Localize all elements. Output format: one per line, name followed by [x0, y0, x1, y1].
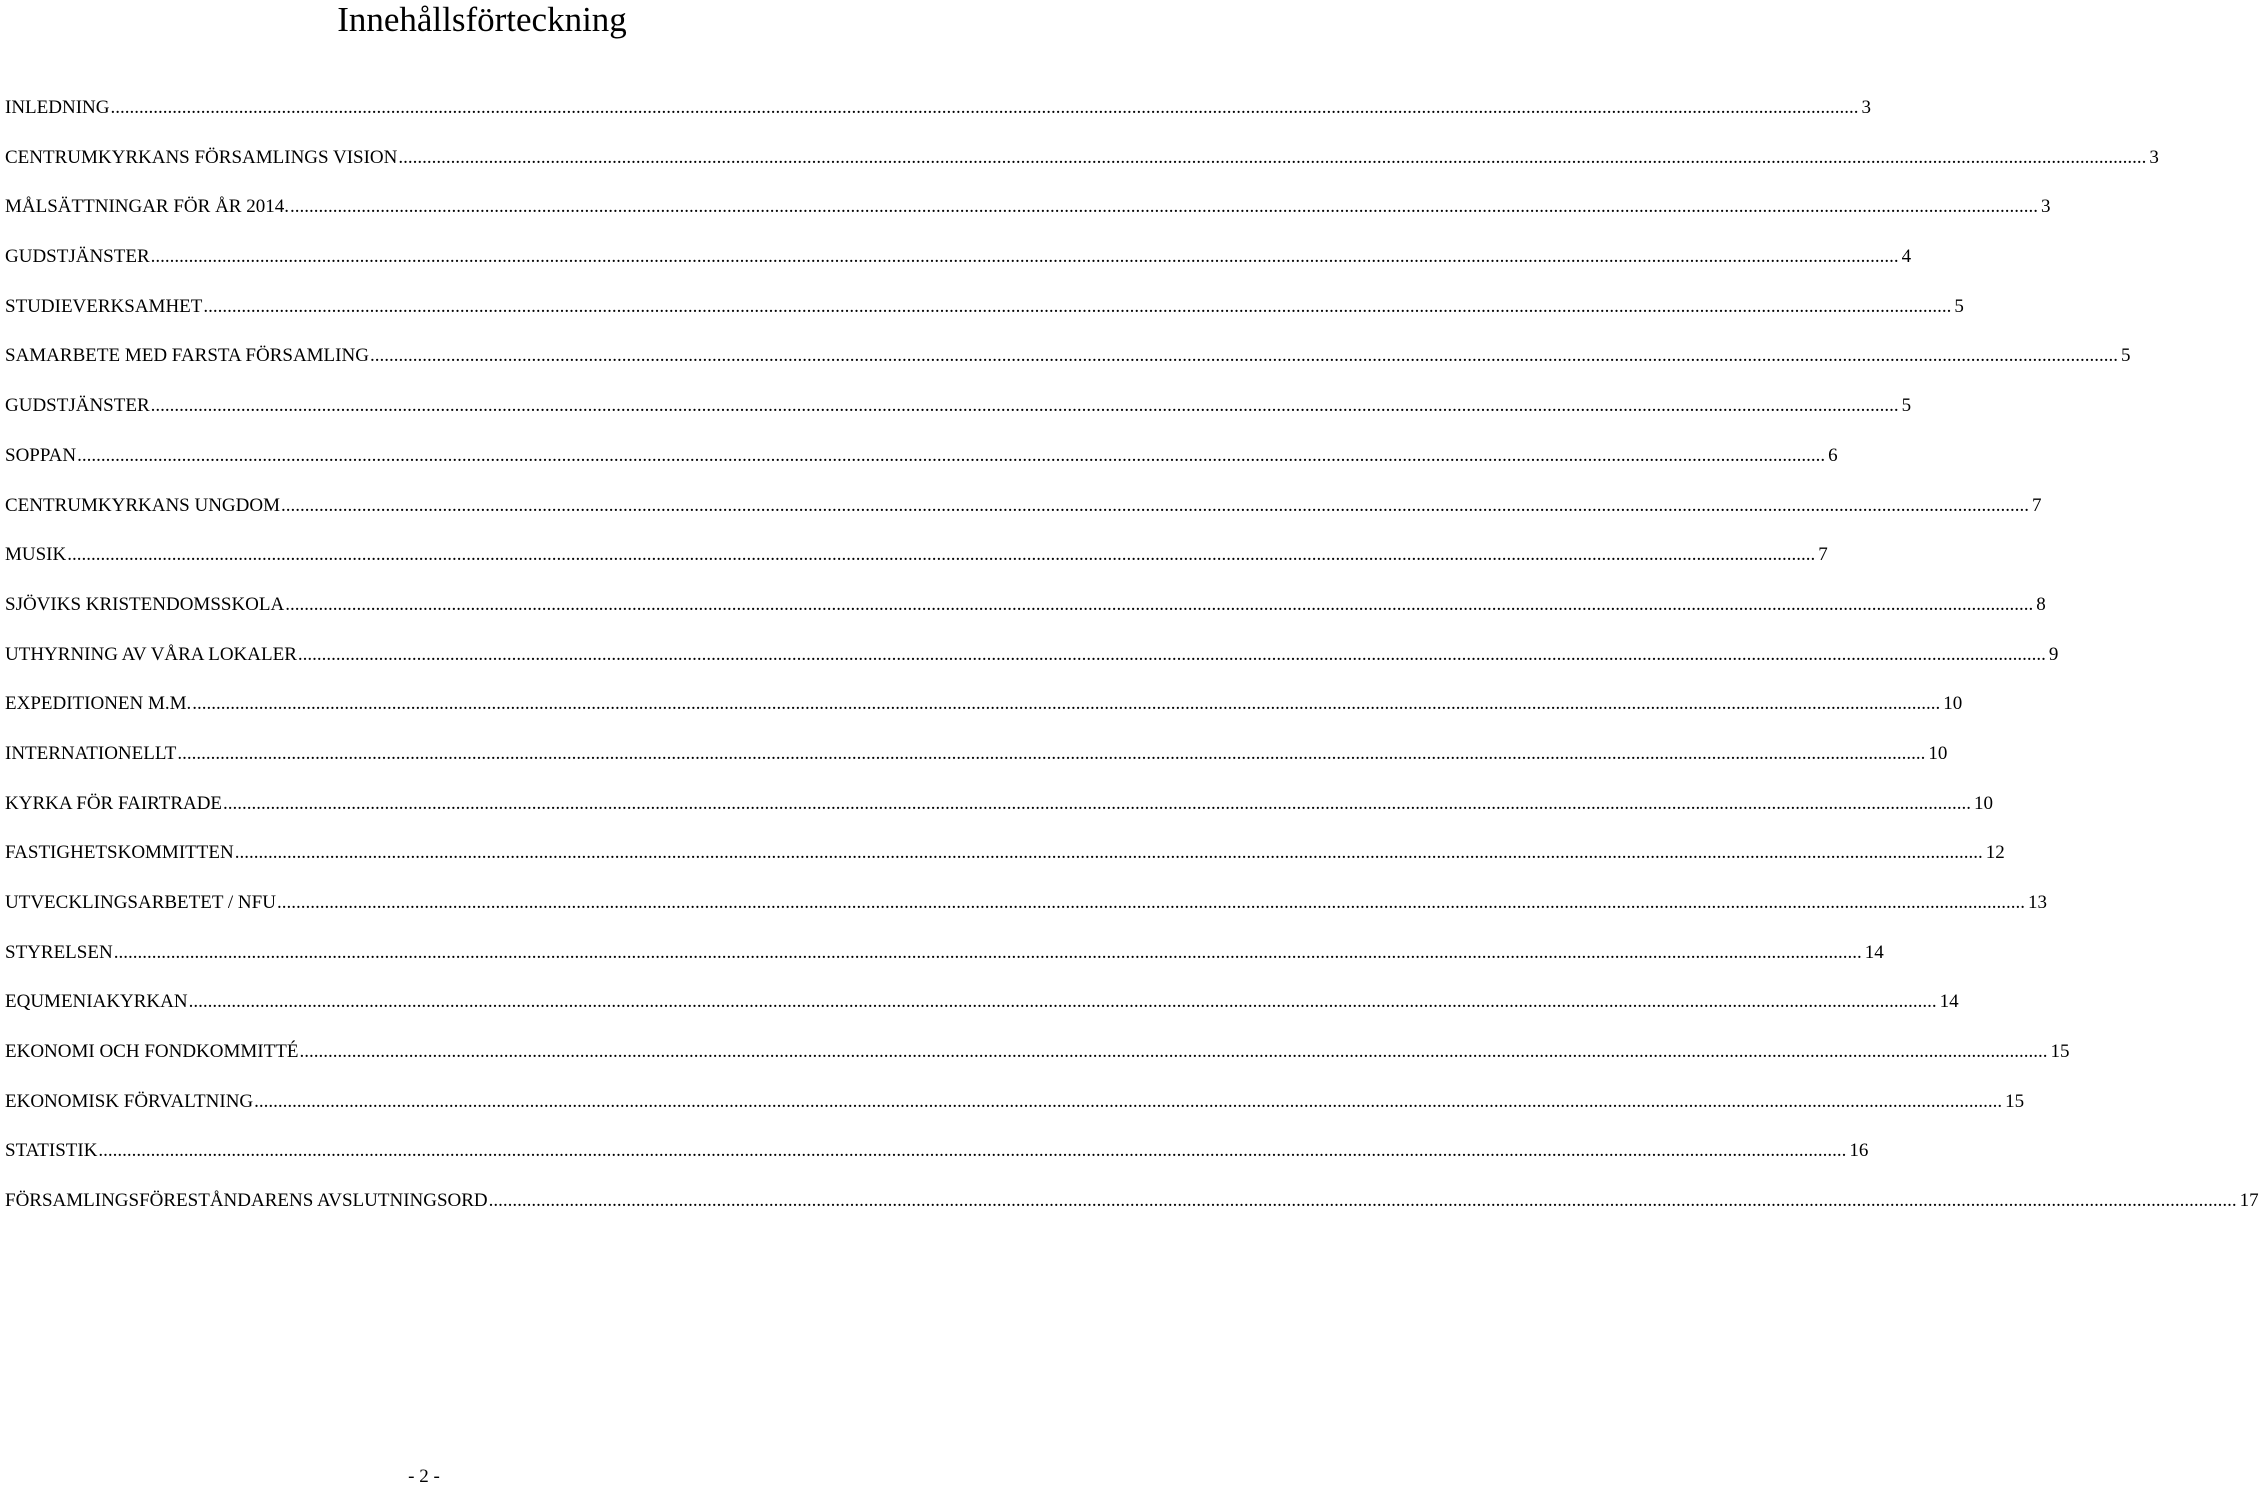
toc-entry-page: 7 [1818, 544, 1828, 566]
dot-leader [192, 693, 1940, 715]
toc-entry-label: MUSIK [5, 544, 67, 566]
dot-leader [177, 743, 1925, 765]
dot-leader [254, 1091, 2002, 1113]
toc-entry[interactable] [5, 246, 1912, 296]
toc-entry-page: 13 [2027, 892, 2047, 913]
dot-leader [489, 1190, 2237, 1212]
dot-leader [285, 594, 2033, 616]
toc-entry[interactable] [5, 892, 2047, 942]
toc-entry[interactable] [5, 593, 2046, 644]
toc-entry-label: EQUMENIAKYRKAN [5, 991, 188, 1013]
toc-entry-page: 14 [1864, 941, 1884, 963]
toc-entry[interactable] [5, 345, 2131, 395]
toc-entry-label: SAMARBETE MED FARSTA FÖRSAMLING [5, 345, 369, 367]
toc-entry-label: EKONOMI OCH FONDKOMMITTÉ [5, 1041, 299, 1063]
toc-entry[interactable] [5, 544, 1828, 594]
toc-entry-page: 15 [2050, 1041, 2070, 1063]
toc-entry-page: 12 [1985, 842, 2005, 864]
dot-leader [203, 296, 1951, 318]
dot-leader [110, 97, 1858, 119]
toc-entry-label: GUDSTJÄNSTER [5, 395, 150, 417]
toc-entry-label: INTERNATIONELLT [5, 742, 177, 764]
toc-entry-page: 9 [2048, 643, 2059, 665]
toc-entry[interactable] [5, 295, 1964, 346]
dot-leader [370, 345, 2118, 367]
toc-entry-label: FASTIGHETSKOMMITTEN [5, 842, 234, 864]
toc-entry-label: KYRKA FÖR FAIRTRADE [5, 792, 223, 814]
dot-leader [299, 1041, 2047, 1063]
toc-entry[interactable] [5, 1190, 2259, 1240]
toc-entry-label: EXPEDITIONEN M.M. [5, 693, 192, 715]
toc-entry[interactable] [5, 494, 2042, 545]
toc-entry-page: 8 [2036, 593, 2046, 615]
toc-entry[interactable] [5, 941, 1884, 992]
dot-leader [67, 544, 1815, 566]
toc-entry-label: UTHYRNING AV VÅRA LOKALER [5, 643, 297, 665]
toc-entry-page: 3 [2040, 196, 2051, 218]
toc-entry-label: CENTRUMKYRKANS FÖRSAMLINGS VISION [5, 146, 398, 168]
toc-entry[interactable] [5, 742, 1948, 793]
toc-entry[interactable] [5, 1140, 1869, 1190]
dot-leader [281, 495, 2029, 517]
toc-entry-page: 3 [1861, 97, 1871, 118]
toc-entry[interactable] [5, 792, 1994, 843]
toc-entry[interactable] [5, 146, 2159, 197]
toc-entry-label: STUDIEVERKSAMHET [5, 295, 203, 317]
toc-entry-page: 16 [1849, 1140, 1869, 1162]
toc-entry-label: FÖRSAMLINGSFÖRESTÅNDARENS AVSLUTNINGSORD [5, 1190, 488, 1212]
toc-entry-page: 5 [2120, 345, 2131, 367]
dot-leader [114, 942, 1862, 964]
toc-entry-page: 17 [2239, 1190, 2259, 1212]
toc-entry[interactable] [5, 991, 1959, 1041]
toc-entry-page: 6 [1828, 444, 1838, 466]
toc-entry-page: 15 [2005, 1090, 2025, 1112]
dot-leader [151, 395, 1899, 417]
toc-entry-label: EKONOMISK FÖRVALTNING [5, 1090, 254, 1112]
toc-entry[interactable] [5, 444, 1838, 495]
page-number: - 2 - [408, 1466, 440, 1487]
toc-entry-page: 5 [1901, 395, 1912, 417]
toc-entry-page: 14 [1939, 991, 1959, 1013]
toc-entry-label: UTVECKLINGSARBETET / NFU [5, 892, 276, 913]
toc-entry[interactable] [5, 97, 1871, 147]
toc-entry-page: 10 [1928, 742, 1948, 764]
toc-entry-page: 10 [1943, 693, 1963, 715]
toc-entry[interactable] [5, 643, 2059, 694]
dot-leader [223, 793, 1971, 815]
dot-leader [290, 196, 2038, 218]
toc-entry-label: CENTRUMKYRKANS UNGDOM [5, 494, 280, 516]
toc-entry-label: INLEDNING [5, 97, 110, 118]
dot-leader [277, 892, 2025, 914]
dot-leader [298, 644, 2046, 666]
dot-leader [98, 1140, 1846, 1162]
dot-leader [189, 991, 1937, 1013]
toc-entry-label: GUDSTJÄNSTER [5, 246, 150, 268]
dot-leader [77, 445, 1825, 467]
toc-entry-label: STYRELSEN [5, 941, 113, 963]
toc-entry-page: 4 [1901, 246, 1912, 268]
dot-leader [235, 842, 1983, 864]
toc-entry[interactable] [5, 1090, 2025, 1141]
toc-entry[interactable] [5, 693, 1963, 743]
toc-entry-label: SOPPAN [5, 444, 77, 466]
toc-entry-label: STATISTIK [5, 1140, 98, 1162]
toc-entry-page: 7 [2032, 494, 2042, 516]
table-of-contents [5, 97, 2259, 1240]
toc-entry-page: 5 [1954, 295, 1964, 317]
toc-entry[interactable] [5, 395, 1912, 445]
toc-entry-page: 10 [1974, 792, 1994, 814]
toc-entry-page: 3 [2149, 146, 2159, 168]
dot-leader [151, 246, 1899, 268]
toc-entry-label: SJÖVIKS KRISTENDOMSSKOLA [5, 593, 285, 615]
toc-entry[interactable] [5, 196, 2051, 246]
toc-entry-label: MÅLSÄTTNINGAR FÖR ÅR 2014. [5, 196, 289, 218]
toc-entry[interactable] [5, 842, 2005, 892]
page-title: Innehållsförteckning [337, 0, 627, 39]
dot-leader [398, 147, 2146, 169]
toc-entry[interactable] [5, 1041, 2070, 1091]
